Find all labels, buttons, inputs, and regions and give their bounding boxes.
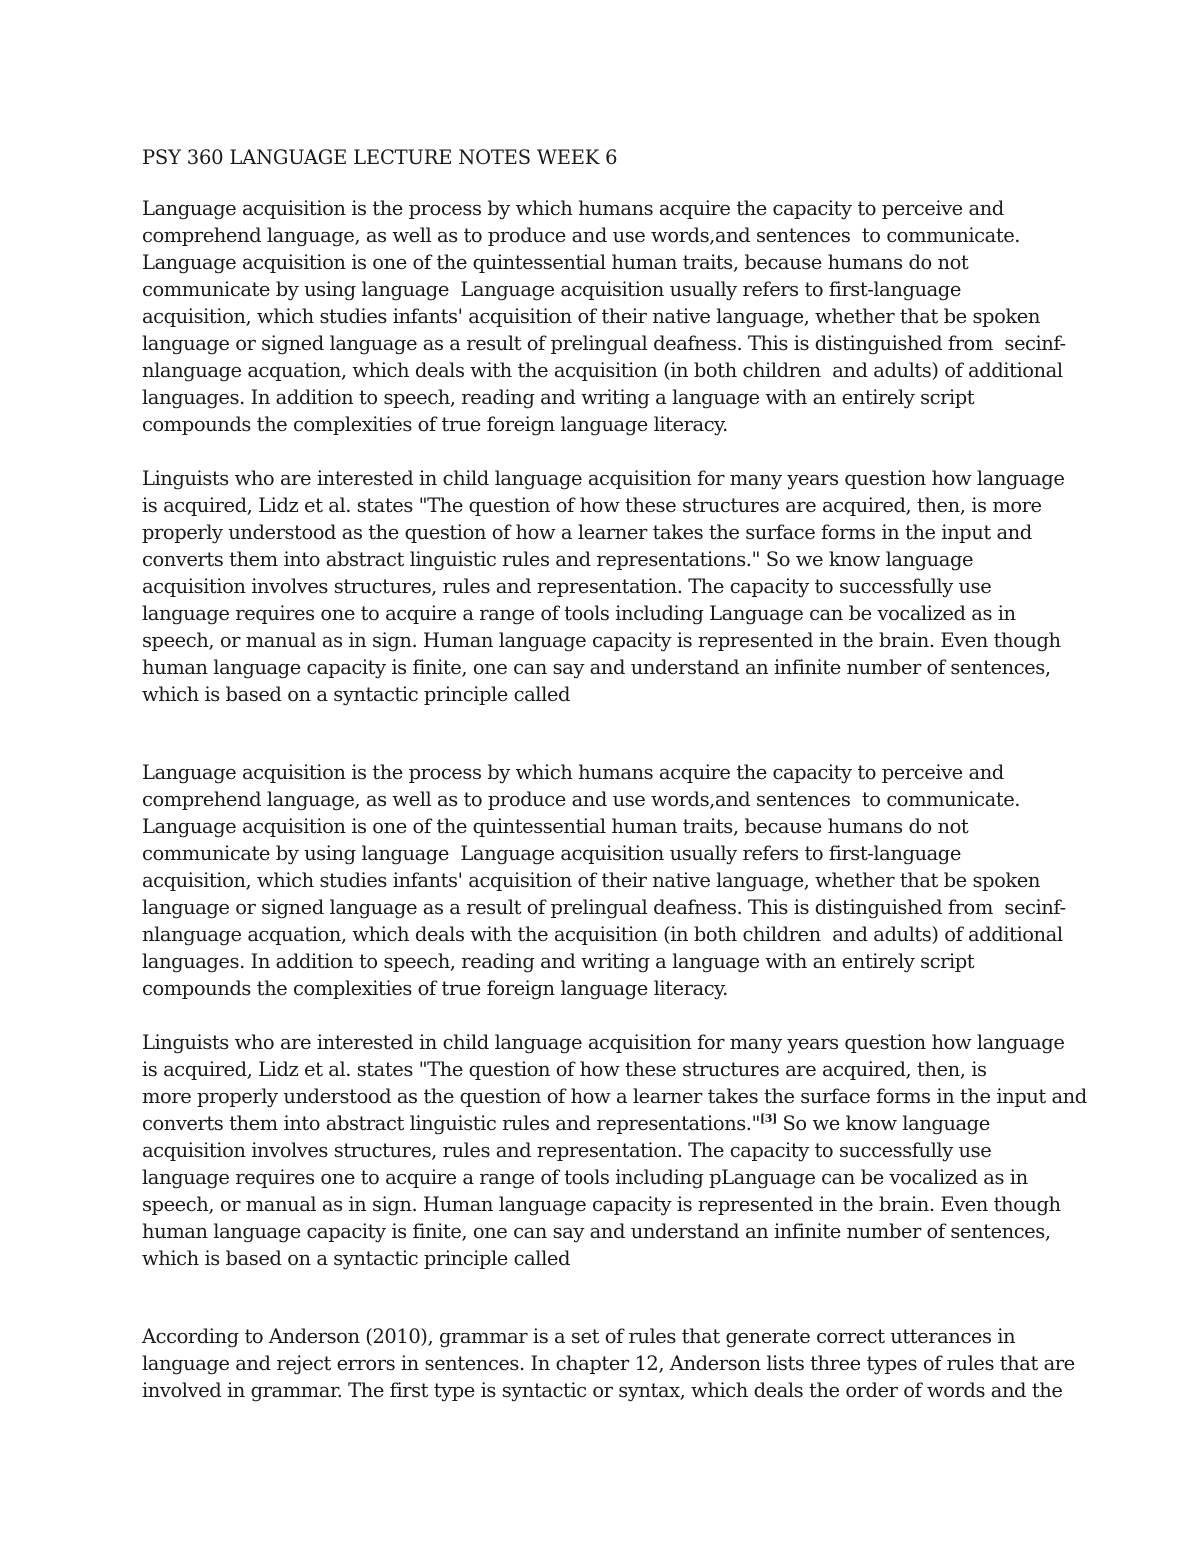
paragraph-2-line: which is based on a syntactic principle called: [142, 683, 570, 706]
paragraph-2-line: speech, or manual as in sign. Human language capacity is represented in the brain. Even though: [142, 629, 1061, 652]
document-title: PSY 360 LANGUAGE LECTURE NOTES WEEK 6: [142, 146, 618, 169]
paragraph-3-line: language or signed language as a result of prelingual deafness. This is distinguished from secinf-: [142, 896, 1066, 919]
paragraph-3-line: comprehend language, as well as to produce and use words,and sentences to communicate.: [142, 788, 1021, 811]
paragraph-2-line: human language capacity is finite, one can say and understand an infinite number of sentences,: [142, 656, 1051, 679]
paragraph-3-line: Language acquisition is the process by which humans acquire the capacity to perceive and: [142, 761, 1004, 784]
paragraph-1-line: Language acquisition is the process by which humans acquire the capacity to perceive and: [142, 197, 1004, 220]
paragraph-1-line: nlanguage acquation, which deals with the acquisition (in both children and adults) of additional: [142, 359, 1063, 382]
paragraph-4-line: is acquired, Lidz et al. states "The question of how these structures are acquired, then, is: [142, 1058, 987, 1081]
paragraph-2-line: acquisition involves structures, rules and representation. The capacity to successfully use: [142, 575, 992, 598]
paragraph-2-line: Linguists who are interested in child language acquisition for many years question how language: [142, 467, 1065, 490]
paragraph-2-line: language requires one to acquire a range of tools including Language can be vocalized as in: [142, 602, 1016, 625]
paragraph-1-line: languages. In addition to speech, reading and writing a language with an entirely script: [142, 386, 975, 409]
paragraph-1-line: comprehend language, as well as to produce and use words,and sentences to communicate.: [142, 224, 1021, 247]
paragraph-1-line: language or signed language as a result of prelingual deafness. This is distinguished from secinf-: [142, 332, 1066, 355]
paragraph-3-line: acquisition, which studies infants' acquisition of their native language, whether that be spoken: [142, 869, 1040, 892]
paragraph-5-line: According to Anderson (2010), grammar is a set of rules that generate correct utterances in: [142, 1325, 1016, 1348]
paragraph-4-line: which is based on a syntactic principle called: [142, 1247, 570, 1270]
paragraph-4-line: human language capacity is finite, one can say and understand an infinite number of sentences,: [142, 1220, 1051, 1243]
paragraph-3-line: Language acquisition is one of the quintessential human traits, because humans do not: [142, 815, 969, 838]
paragraph-1-line: compounds the complexities of true foreign language literacy.: [142, 413, 728, 436]
citation-reference-link[interactable]: [3]: [760, 1112, 777, 1125]
paragraph-3-line: communicate by using language Language acquisition usually refers to first-language: [142, 842, 961, 865]
paragraph-1-line: Language acquisition is one of the quintessential human traits, because humans do not: [142, 251, 969, 274]
paragraph-4-line: Linguists who are interested in child language acquisition for many years question how language: [142, 1031, 1065, 1054]
paragraph-5-line: language and reject errors in sentences. In chapter 12, Anderson lists three types of rules that are: [142, 1352, 1075, 1375]
paragraph-4-line: speech, or manual as in sign. Human language capacity is represented in the brain. Even though: [142, 1193, 1061, 1216]
paragraph-3-line: nlanguage acquation, which deals with the acquisition (in both children and adults) of additional: [142, 923, 1063, 946]
paragraph-2-line: is acquired, Lidz et al. states "The question of how these structures are acquired, then, is more: [142, 494, 1042, 517]
paragraph-4-line-text: converts them into abstract linguistic rules and representations.": [142, 1112, 761, 1135]
paragraph-4-line-with-reference: [142, 1110, 990, 1137]
paragraph-4-line-tail: So we know language: [776, 1112, 990, 1135]
paragraph-3-line: compounds the complexities of true foreign language literacy.: [142, 977, 728, 1000]
paragraph-5-line: involved in grammar. The first type is syntactic or syntax, which deals the order of words and the: [142, 1379, 1063, 1402]
paragraph-1-line: communicate by using language Language acquisition usually refers to first-language: [142, 278, 961, 301]
paragraph-3-line: languages. In addition to speech, reading and writing a language with an entirely script: [142, 950, 975, 973]
paragraph-1-line: acquisition, which studies infants' acquisition of their native language, whether that be spoken: [142, 305, 1040, 328]
paragraph-4-line: more properly understood as the question of how a learner takes the surface forms in the input and: [142, 1085, 1087, 1108]
paragraph-4-line: acquisition involves structures, rules and representation. The capacity to successfully use: [142, 1139, 992, 1162]
paragraph-4-line: language requires one to acquire a range of tools including pLanguage can be vocalized as in: [142, 1166, 1028, 1189]
paragraph-2-line: properly understood as the question of how a learner takes the surface forms in the input and: [142, 521, 1032, 544]
paragraph-2-line: converts them into abstract linguistic rules and representations." So we know language: [142, 548, 974, 571]
